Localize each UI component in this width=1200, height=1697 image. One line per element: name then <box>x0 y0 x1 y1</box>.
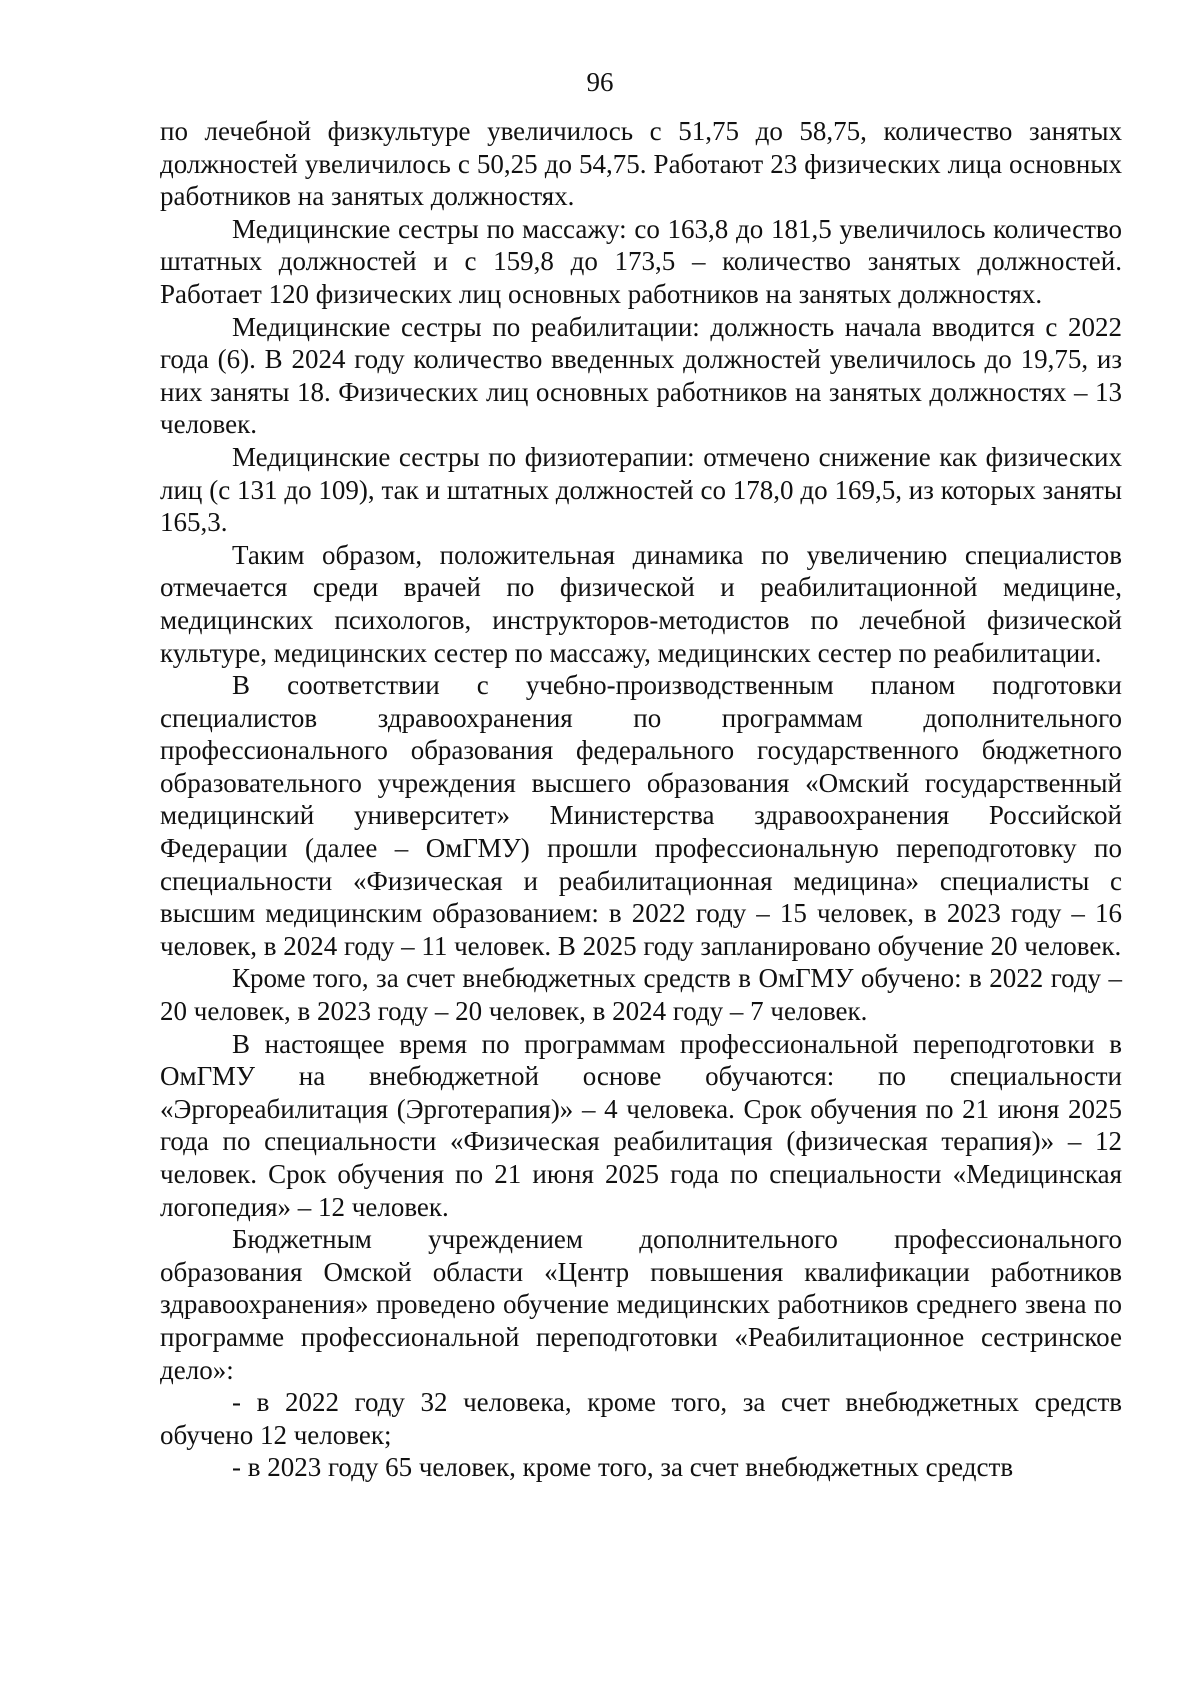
paragraph-continuation: по лечебной физкультуре увеличилось с 51,75 до 58,75, количество занятых должностей увеличилось с 50,25 до 54,75. Работают 23 физических лица основных работников на занятых должностях. <box>160 116 1122 212</box>
list-item-2022: - в 2022 году 32 человека, кроме того, за счет внебюджетных средств обучено 12 человек; <box>160 1387 1122 1450</box>
paragraph-summary: Таким образом, положительная динамика по увеличению специалистов отмечается среди врачей по физической и реабилитационной медицине, медицинских психологов, инструкторов-методистов по лечебной физической культуре, медицинских сестер по массажу, медицинских сестер по реабилитации. <box>160 539 1122 668</box>
paragraph-extrabudgetary-training: Кроме того, за счет внебюджетных средств в ОмГМУ обучено: в 2022 году – 20 человек, в 2023 году – 20 человек, в 2024 году – 7 человек. <box>160 963 1122 1027</box>
list-item-2023: - в 2023 году 65 человек, кроме того, за счет внебюджетных средств <box>232 1452 1014 1483</box>
paragraph-current-programs: В настоящее время по программам профессиональной переподготовки в ОмГМУ на внебюджетной основе обучаются: по специальности «Эргореабилитация (Эрготерапия)» – 4 человека. Срок обучения по 21 июня 2025 года по специальности «Физическая реабилитация (физическая терапия)» – 12 человек. Срок обучения по 21 июня 2025 года по специальности «Медицинская логопедия» – 12 человек. <box>160 1028 1122 1222</box>
paragraph-omgmu-retraining: В соответствии с учебно-производственным планом подготовки специалистов здравоохранения по программам дополнительного профессионального образования федерального государственного бюджетного образовательного учреждения высшего образования «Омский государственный медицинский университет» Министерства здравоохранения Российской Федерации (далее – ОмГМУ) прошли профессиональную переподготовку по специальности «Физическая и реабилитационная медицина» специалисты с высшим медицинским образованием: в 2022 году – 15 человек, в 2023 году – 16 человек, в 2024 году – 11 человек. В 2025 году запланировано обучение 20 человек. <box>160 670 1122 961</box>
paragraph-training-center: Бюджетным учреждением дополнительного профессионального образования Омской области «Центр повышения квалификации работников здравоохранения» проведено обучение медицинских работников среднего звена по программе профессиональной переподготовки «Реабилитационное сестринское дело»: <box>160 1224 1122 1385</box>
paragraph-rehabilitation-nurses: Медицинские сестры по реабилитации: должность начала вводится с 2022 года (6). В 2024 году количество введенных должностей увеличилось до 19,75, из них заняты 18. Физических лиц основных работников на занятых должностях – 13 человек. <box>160 311 1122 440</box>
page-number: 96 <box>586 67 614 97</box>
paragraph-physiotherapy-nurses: Медицинские сестры по физиотерапии: отмечено снижение как физических лиц (с 131 до 109), так и штатных должностей со 178,0 до 169,5, из которых заняты 165,3. <box>160 441 1122 538</box>
page-body <box>160 115 1122 1484</box>
paragraph-massage-nurses: Медицинские сестры по массажу: со 163,8 до 181,5 увеличилось количество штатных должностей и с 159,8 до 173,5 – количество занятых должностей. Работает 120 физических лиц основных работников на занятых должностях. <box>160 213 1122 309</box>
